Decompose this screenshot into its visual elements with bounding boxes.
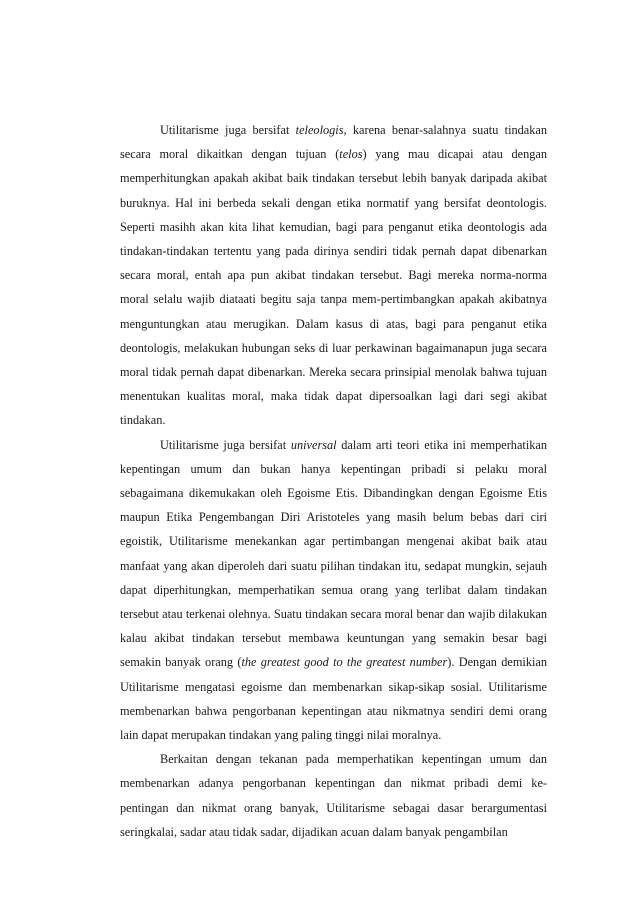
text-run: ) yang mau dicapai atau dengan memperhitungkan apakah akibat baik tindakan tersebut lebih banyak daripada akibat buruknya. Hal ini berbeda sekali dengan etika normatif yang bersifat deontologis. Seperti masihh akan kita lihat kemudian, bagi para penganut etika deontologis ada tindakan-tindakan tertentu yang pada dirinya sendiri tidak pernah dapat dibenarkan secara moral, entah apa pun akibat tindakan tersebut. Bagi mereka norma-norma moral selalu wajib diataati begitu saja tanpa mem-pertimbangkan apakah akibatnya menguntungkan atau merugikan. Dalam kasus di atas, bagi para penganut etika deontologis, melakukan hubungan seks di luar perkawinan bagaimanapun juga secara moral tidak pernah dapat dibenarkan. Mereka secara prinsipial menolak bahwa tujuan menentukan kualitas moral, maka tidak dapat dipersoalkan lagi dari segi akibat tindakan.	[120, 147, 547, 428]
paragraph-teleologis	[120, 118, 547, 433]
italic-term: telos	[339, 147, 363, 162]
italic-term: universal	[290, 437, 337, 452]
paragraph-universal	[120, 433, 547, 748]
paragraph-pengorbanan	[120, 747, 547, 844]
text-run: Utilitarisme juga bersifat	[160, 123, 296, 137]
document-page	[120, 118, 547, 844]
italic-term: teleologis	[295, 123, 344, 137]
text-run: Utilitarisme juga bersifat	[160, 437, 291, 452]
text-run: , karena benar-salahnya suatu tindakan secara moral dikaitkan dengan tujuan (	[120, 123, 547, 162]
text-run: dalam arti teori etika ini memperhatikan kepentingan umum dan bukan hanya kepentingan pribadi si pelaku moral sebagaimana dikemukakan oleh Egoisme Etis. Dibandingkan dengan Egoisme Etis maupun Etika Pengembangan Diri Aristoteles yang masih belum bebas dari ciri egoistik, Utilitarisme menekankan agar pertimbangan mengenai akibat baik atau manfaat yang akan diperoleh dari suatu pilihan tindakan itu, sedapat mungkin, sejauh dapat diperhitungkan, memperhatikan semua orang yang terlibat dalam tindakan tersebut atau terkenai olehnya. Suatu tindakan secara moral benar dan wajib dilakukan kalau akibat tindakan tersebut membawa keuntungan yang semakin besar bagi semakin banyak orang (	[120, 437, 547, 670]
italic-term: the greatest good to the greatest number	[241, 655, 448, 670]
text-run: Berkaitan dengan tekanan pada memperhatikan kepentingan umum dan membenarkan adanya pengorbanan kepentingan dan nikmat pribadi demi ke-pentingan dan nikmat orang banyak, Utilitarisme sebagai dasar berargumentasi seringkalai, sadar atau tidak sadar, dijadikan acuan dalam banyak pengambilan	[120, 752, 547, 839]
text-run: ). Dengan demikian Utilitarisme mengatasi egoisme dan membenarkan sikap-sikap sosial. Utilitarisme membenarkan bahwa pengorbanan kepentingan atau nikmatnya sendiri demi orang lain dapat merupakan tindakan yang paling tinggi nilai moralnya.	[120, 655, 547, 743]
